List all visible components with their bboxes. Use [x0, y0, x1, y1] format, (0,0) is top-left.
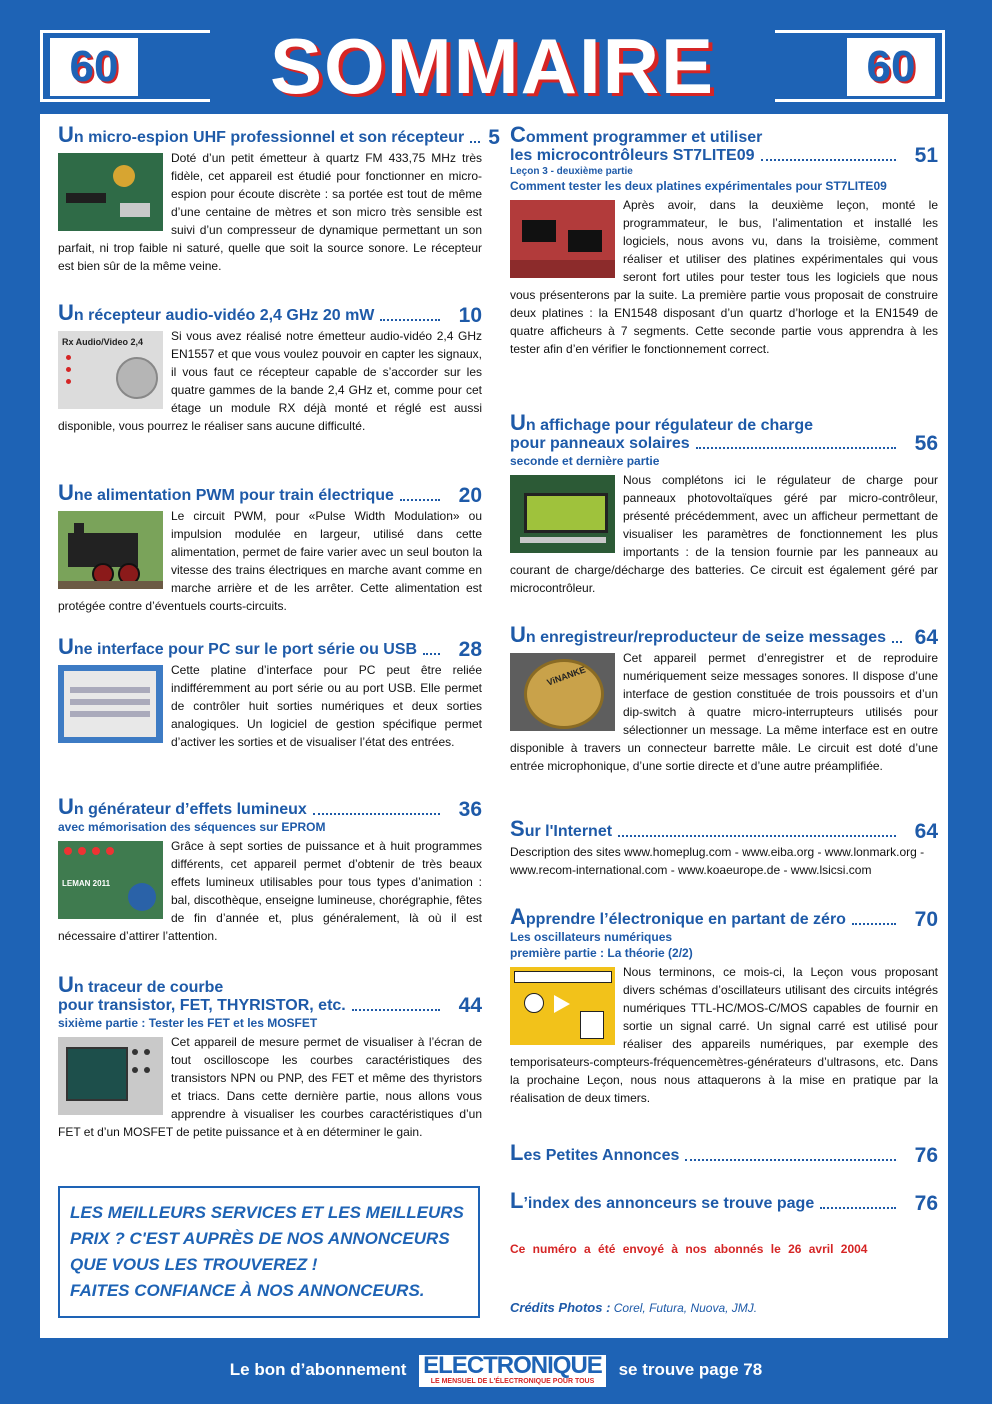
article-st7lite09[interactable]	[510, 122, 938, 358]
article-heading: Un récepteur audio-vidéo 2,4 GHz 20 mW 10	[58, 300, 482, 327]
article-affichage-regulateur[interactable]	[510, 410, 938, 597]
article-electronique-zero[interactable]	[510, 904, 938, 1107]
article-summary: Cet appareil permet d’enregistrer et de reproduire numériquement seize messages sonores. Il dispose d’une interface de gestion constituée de trois poussoirs et d’un dip-switch à quatre micro-interrupteurs utilisés pour sélectionner un message. La même interface est en outre disponible à travers un connecteur barrette mâle. Le circuit est doté d’une entrée microphonique, d’une sortie directe et d’une autre préamplifiée.	[510, 651, 938, 773]
photo-experimental-board	[510, 200, 615, 278]
article-recepteur-audio-video[interactable]	[58, 300, 482, 435]
photo-speaker: ViNANKE	[510, 653, 615, 731]
page-number: 44	[458, 994, 482, 1017]
article-heading-line1: Comment programmer et utiliser	[510, 122, 763, 147]
page-number: 76	[914, 1144, 938, 1167]
article-heading: les microcontrôleurs ST7LITE09 51	[510, 144, 938, 167]
article-summary: Cette platine d’interface pour PC peut être reliée indifféremment au port série ou au port USB. Elle permet de contrôler huit sorties numériques et deux sorties analogiques. Un logiciel de gestion spécifique permet d’activer les sorties et de visualiser l’état des entrées.	[171, 663, 482, 749]
page-number: 10	[458, 304, 482, 327]
article-traceur-courbe[interactable]	[58, 972, 482, 1141]
article-summary: Après avoir, dans la deuxième leçon, monté le programmateur, le bus, l’alimentation et installé les logiciels, nous avons vu, dans la troisième, comment réaliser et utiliser des platines expérimentales qui vous seront fort utiles pour tester tous les logiciels que nous vous présenterons par la suite. La première partie vous proposait de construire deux platines : la EN1548 disposant d’un quartz d’horloge et la EN1549 de quatre afficheurs à 7 segments. Cette seconde partie vous apprendra à les tester afin d’en vérifier le fonctionnement correct.	[510, 198, 938, 356]
promo-line: PRIX ? C'EST AUPRÈS DE NOS ANNONCEURS	[70, 1229, 450, 1248]
article-heading: L’index des annonceurs se trouve page 76	[510, 1188, 938, 1215]
article-lesson-label: Leçon 3 - deuxième partie	[510, 166, 633, 177]
article-summary: Nous complétons ici le régulateur de charge pour panneaux photovoltaïques géré par micro-contrôleur, présenté précédemment, avec un afficheur permettant de visualiser les paramètres de fonctionnement les plus importants : de la tension fournie par les panneaux au courant de charge/décharge des batteries. Ce circuit est également géré par microcontrôleur.	[510, 473, 938, 595]
issue-number-left: 60	[50, 38, 138, 96]
article-heading: Un générateur d’effets lumineux 36	[58, 794, 482, 821]
page-number: 64	[914, 626, 938, 649]
page-number: 51	[914, 144, 938, 167]
header-rule	[775, 99, 945, 102]
header	[40, 22, 945, 110]
header-rule	[40, 30, 210, 33]
page-number: 28	[458, 638, 482, 661]
photo-circuit-board	[58, 153, 163, 231]
article-heading: Apprendre l’électronique en partant de zéro 70	[510, 904, 938, 931]
header-rule	[40, 99, 210, 102]
article-subtitle: Les oscillateurs numériques	[510, 930, 673, 944]
header-rule	[942, 30, 945, 102]
advertisers-promo-box	[58, 1186, 480, 1318]
article-heading: Sur l'Internet 64	[510, 816, 938, 843]
article-heading: Un enregistreur/reproducteur de seize messages 64	[510, 622, 938, 649]
article-generateur-effets[interactable]	[58, 794, 482, 945]
page-number: 36	[458, 798, 482, 821]
header-rule	[775, 30, 945, 33]
article-heading-line1: Un affichage pour régulateur de charge	[510, 410, 814, 435]
page-number: 5	[488, 126, 500, 149]
issue-number-right: 60	[847, 38, 935, 96]
article-summary: Doté d’un petit émetteur à quartz FM 433,75 MHz très fidèle, cet appareil est étudié pour fonctionner en micro-espion pour écoute discrète : sa portée est tout de même d’une centaine de mètres et son micro très sensible est suivi d’un compresseur de dynamique permettant un son parfait, ni trop faible ni saturé, quelle que soit la source sonore. Le récepteur est bien sûr de la même veine.	[58, 151, 482, 273]
article-internet[interactable]	[510, 816, 938, 879]
article-heading: pour panneaux solaires 56	[510, 432, 938, 455]
article-micro-espion[interactable]	[58, 122, 500, 275]
page-number: 76	[914, 1192, 938, 1215]
photo-light-board: LEMAN 2011	[58, 841, 163, 919]
article-alimentation-pwm[interactable]	[58, 480, 482, 615]
article-heading: pour transistor, FET, THYRISTOR, etc. 44	[58, 994, 482, 1017]
article-interface-pc[interactable]	[58, 634, 482, 751]
article-petites-annonces[interactable]	[510, 1140, 938, 1167]
article-summary: Cet appareil de mesure permet de visualiser à l’écran de tout oscilloscope les courbes caractéristiques des transistors NPN ou PNP, des FET et même des thyristors et triacs. Dans cette dernière partie, nous allons vous apprendre à visualiser les courbes caractéristiques d’un FET et d’un MOSFET de petite puissance et à en déterminer le gain.	[58, 1035, 482, 1139]
promo-line: LES MEILLEURS SERVICES ET LES MEILLEURS	[70, 1203, 464, 1222]
photo-receiver-panel: Rx Audio/Video 2,4	[58, 331, 163, 409]
article-subtitle: avec mémorisation des séquences sur EPROM	[58, 820, 326, 834]
article-subtitle: Comment tester les deux platines expérimentales pour ST7LITE09	[510, 179, 887, 193]
article-summary: Si vous avez réalisé notre émetteur audio-vidéo 2,4 GHz EN1557 et que vous voulez pouvoir en capter les signaux, il vous faut ce récepteur capable de s’accorder sur les quatre gammes de la bande 2,4 GHz et, comme pour cet étage un module RX déjà monté et réglé est aussi disponible, vous pourrez le réaliser sans aucune difficulté.	[58, 329, 482, 433]
article-heading: Une alimentation PWM pour train électrique 20	[58, 480, 482, 507]
article-enregistreur[interactable]	[510, 622, 938, 775]
magazine-logo: ELECTRONIQUE LE MENSUEL DE L'ÉLECTRONIQUE POUR TOUS	[417, 1353, 608, 1389]
photo-logic-diagram	[510, 967, 615, 1045]
page-number: 70	[914, 908, 938, 931]
photo-steam-locomotive	[58, 511, 163, 589]
article-summary: Le circuit PWM, pour «Pulse Width Modulation» ou impulsion modulée en largeur, utilisé dans cette alimentation, permet de faire varier avec un seul bouton la vitesse des trains électriques en marche avant comme en marche arrière et de les arrêter. Cette alimentation est protégée contre d’éventuels courts-circuits.	[58, 509, 482, 613]
article-heading-line1: Un traceur de courbe	[58, 972, 224, 997]
promo-line: FAITES CONFIANCE À NOS ANNONCEURS.	[70, 1281, 425, 1300]
photo-oscilloscope	[58, 1037, 163, 1115]
article-heading: Un micro-espion UHF professionnel et son récepteur 5	[58, 122, 500, 149]
article-summary: Nous terminons, ce mois-ci, la Leçon vous proposant divers schémas d’oscillateurs utilisant des circuits intégrés numériques TTL-HC/MOS-C/MOS capables de fournir en sortie un signal carré. Un signal carré est utilisé pour réaliser des appareils numériques, par exemple des temporisateurs-compteurs-fréquencemètres-générateurs d’ultrasons, etc. Dans la prochaine Leçon, nous nous attaquerons à la mise en pratique par la réalisation de deux timers.	[510, 965, 938, 1105]
article-summary: Description des sites www.homeplug.com - www.eiba.org - www.lonmark.org - www.recom-international.com - www.koaeurope.de - www.lsicsi.com	[510, 845, 925, 877]
article-subtitle: seconde et dernière partie	[510, 454, 660, 468]
contents-panel	[40, 114, 948, 1338]
page-number: 56	[914, 432, 938, 455]
subscription-footer: Le bon d’abonnement ELECTRONIQUE LE MENSUEL DE L'ÉLECTRONIQUE POUR TOUS se trouve page 78	[0, 1352, 992, 1388]
article-summary: Grâce à sept sorties de puissance et à huit programmes différents, cet appareil permet d’obtenir de très beaux effets lumineux utilisables pour tous types d’animation : bal, discothèque, enseigne lumineuse, chorégraphie, fêtes de fin d’année et, plus généralement, là où il est nécessaire d’attirer l’attention.	[58, 839, 482, 943]
article-index-annonceurs[interactable]	[510, 1188, 938, 1215]
promo-line: QUE VOUS LES TROUVEREZ !	[70, 1255, 318, 1274]
article-heading: Une interface pour PC sur le port série ou USB 28	[58, 634, 482, 661]
article-heading: Les Petites Annonces 76	[510, 1140, 938, 1167]
page-number: 20	[458, 484, 482, 507]
photo-credits: Crédits Photos : Corel, Futura, Nuova, JMJ.	[510, 1300, 758, 1315]
photo-software-window	[58, 665, 163, 743]
page-title: SOMMAIRE	[270, 22, 715, 110]
page-number: 64	[914, 820, 938, 843]
header-rule	[40, 30, 43, 102]
article-subtitle: première partie : La théorie (2/2)	[510, 946, 693, 960]
article-subtitle: sixième partie : Tester les FET et les MOSFET	[58, 1016, 318, 1030]
mailing-date-notice: Ce numéro a été envoyé à nos abonnés le 26 avril 2004	[510, 1242, 868, 1256]
photo-lcd-display	[510, 475, 615, 553]
